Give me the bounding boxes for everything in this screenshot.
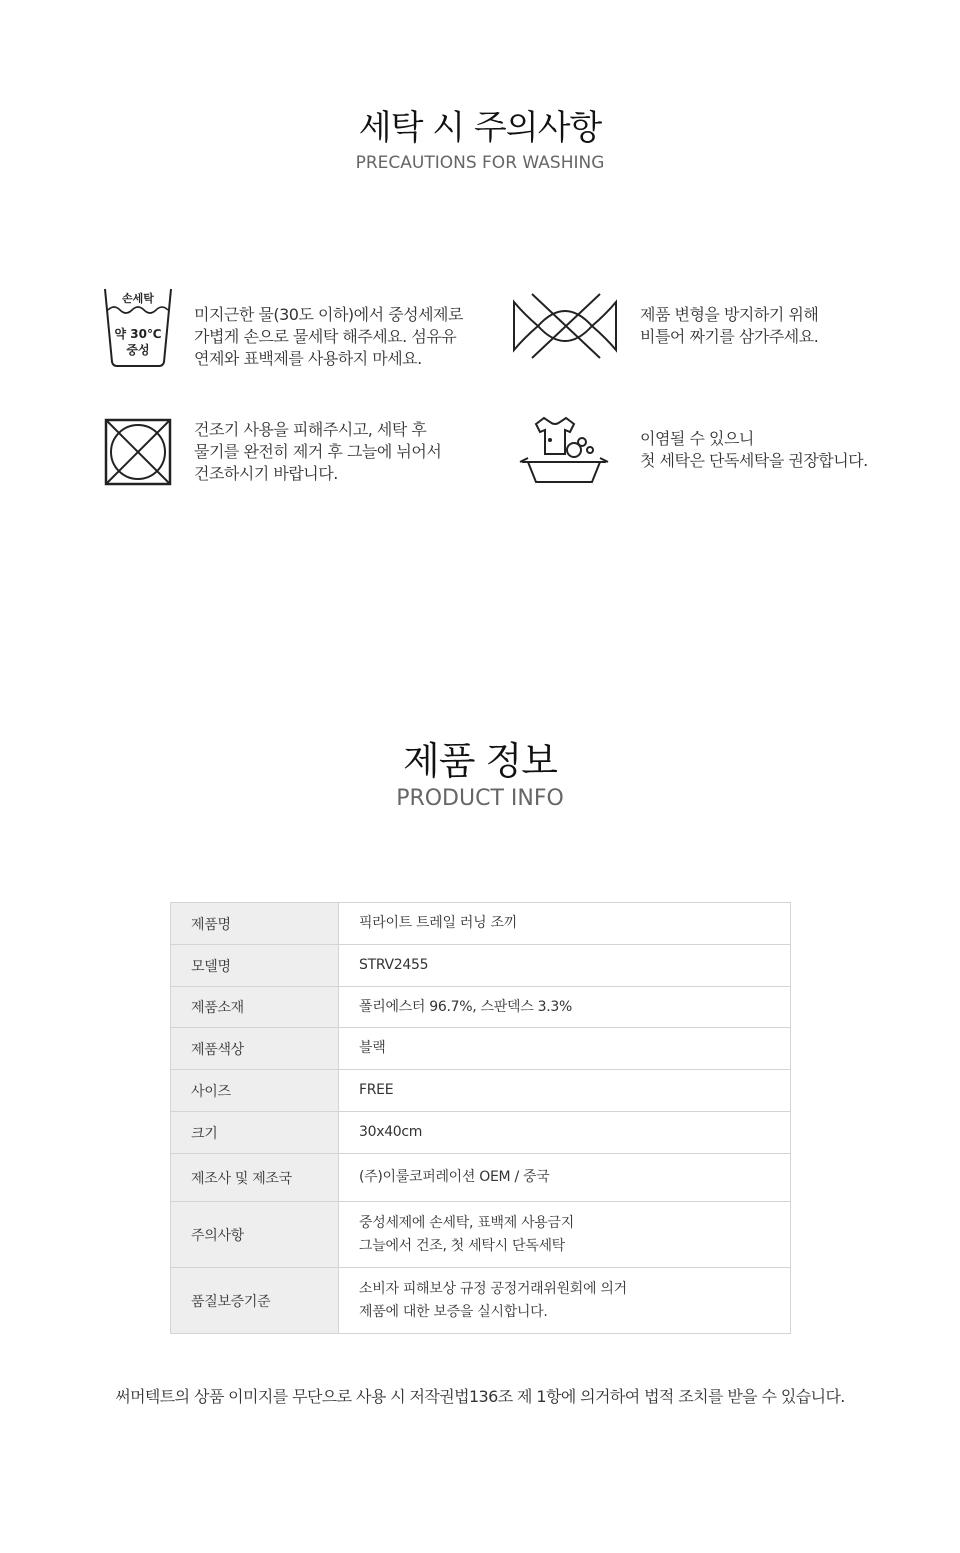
row-label: 품질보증기준 (171, 1268, 339, 1334)
copyright-notice: 써머텍트의 상품 이미지를 무단으로 사용 시 저작권법136조 제 1항에 의거하여 법적 조치를 받을 수 있습니다. (115, 1387, 845, 1406)
table-row (171, 903, 791, 945)
row-label: 주의사항 (171, 1202, 339, 1268)
row-label: 사이즈 (171, 1070, 339, 1112)
hand-wash-icon (102, 286, 174, 368)
wash-separately-icon (518, 414, 610, 486)
precautions-subtitle: PRECAUTIONS FOR WASHING (355, 153, 605, 173)
table-row (171, 945, 791, 987)
row-value: 중성세제에 손세탁, 표백제 사용금지 그늘에서 건조, 첫 세탁시 단독세탁 (339, 1202, 791, 1268)
row-label: 크기 (171, 1112, 339, 1154)
row-value: (주)이룰코퍼레이션 OEM / 중국 (339, 1154, 791, 1202)
care-text-no-tumble-dry: 건조기 사용을 피해주시고, 세탁 후 물기를 완전히 제거 후 그늘에 뉘어서 건조하시기 바랍니다. (194, 420, 442, 483)
row-value: 픽라이트 트레일 러닝 조끼 (339, 903, 791, 945)
table-row (171, 1154, 791, 1202)
row-label: 제품색상 (171, 1028, 339, 1070)
table-row (171, 1070, 791, 1112)
row-value: 30x40cm (339, 1112, 791, 1154)
table-row (171, 1268, 791, 1334)
care-text-hand-wash: 미지근한 물(30도 이하)에서 중성세제로 가볍게 손으로 물세탁 해주세요. 섬유유 연제와 표백제를 사용하지 마세요. (194, 305, 463, 368)
table-row (171, 1202, 791, 1268)
row-value: STRV2455 (339, 945, 791, 987)
table-row (171, 1112, 791, 1154)
care-text-no-wring: 제품 변형을 방지하기 위해 비틀어 짜기를 삼가주세요. (640, 305, 819, 346)
hand-wash-temp: 약 30℃ (114, 327, 162, 341)
row-value: 소비자 피해보상 규정 공정거래위원회에 의거 제품에 대한 보증을 실시합니다. (339, 1268, 791, 1334)
table-row (171, 1028, 791, 1070)
table-row (171, 987, 791, 1028)
row-value: 블랙 (339, 1028, 791, 1070)
product-info-title: 제품 정보 (403, 739, 557, 783)
precautions-title: 세탁 시 주의사항 (358, 108, 602, 148)
row-value: 폴리에스터 96.7%, 스판덱스 3.3% (339, 987, 791, 1028)
row-label: 모델명 (171, 945, 339, 987)
row-label: 제품소재 (171, 987, 339, 1028)
no-wring-icon (510, 290, 620, 362)
hand-wash-detergent: 중성 (126, 343, 150, 357)
no-tumble-dry-icon (104, 418, 172, 486)
row-label: 제품명 (171, 903, 339, 945)
product-info-subtitle: PRODUCT INFO (396, 786, 564, 811)
row-value: FREE (339, 1070, 791, 1112)
product-info-table (170, 902, 791, 1334)
care-text-wash-separately: 이염될 수 있으니 첫 세탁은 단독세탁을 권장합니다. (640, 429, 868, 470)
hand-wash-label: 손세탁 (122, 292, 154, 305)
row-label: 제조사 및 제조국 (171, 1154, 339, 1202)
